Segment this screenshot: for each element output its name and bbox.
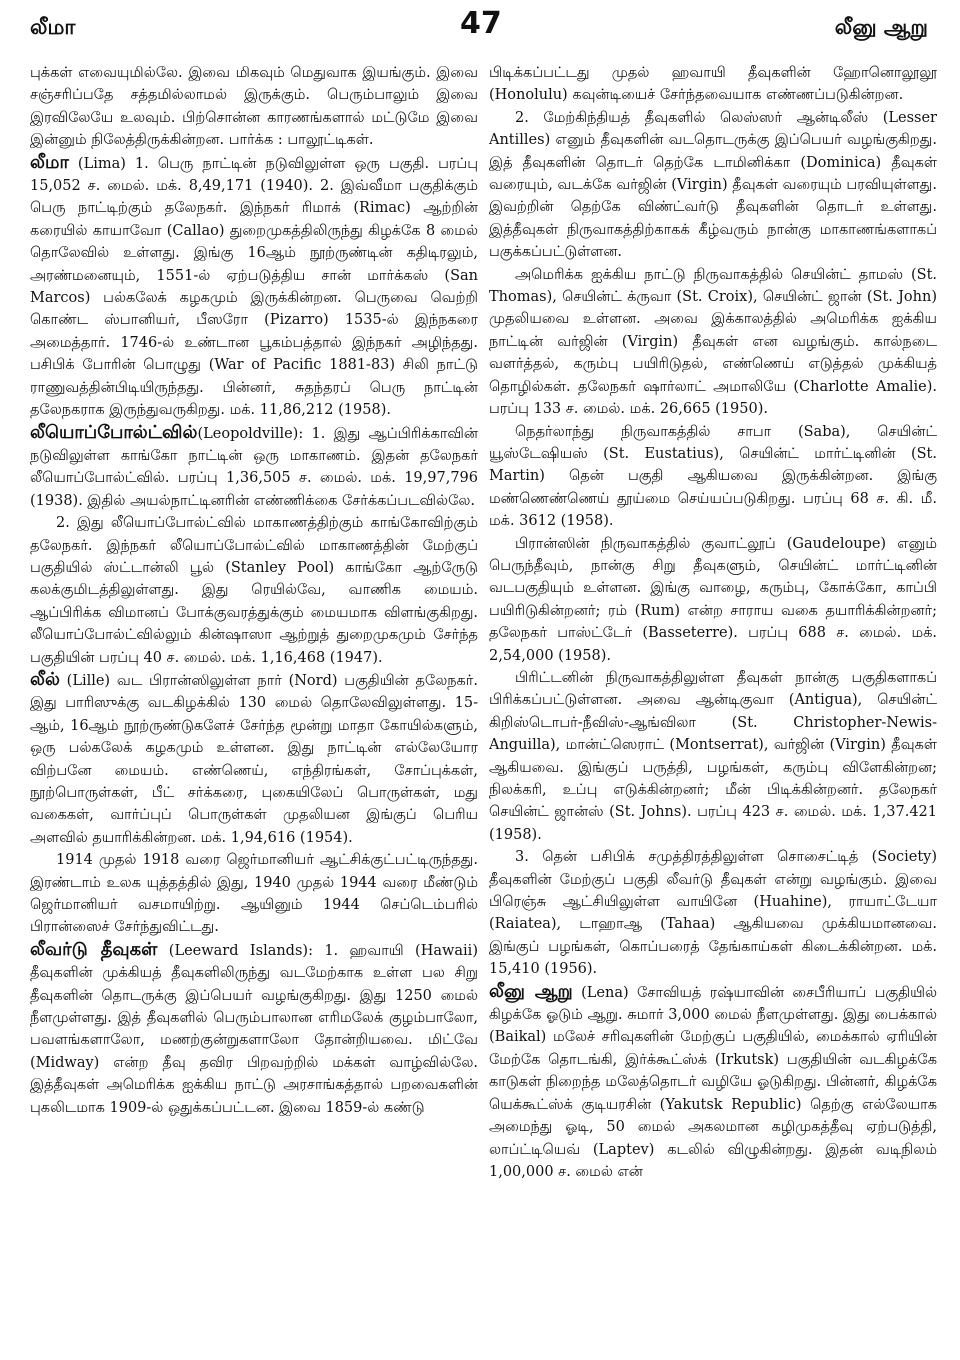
entry-leopoldville xyxy=(30,422,478,513)
paragraph: 1914 முதல் 1918 வரை ஜெர்மானியர் ஆட்சிக்குட்பட்டிருந்தது. இரண்டாம் உலக யுத்தத்தில் இது, 1940 முதல் 1944 வரை மீண்டும் ஜெர்மானியர் வசமாயிற்று. ஆயினும் 1944 செப்டெம்பரில் பிரான்ஸைச் சேர்ந்துவிட்டது. xyxy=(30,852,478,936)
entry-heading: லீல் xyxy=(30,668,60,690)
entry-leeward-islands xyxy=(30,939,478,1119)
entry-text: (Leopoldville): 1. இது ஆப்பிரிக்காவின் நடுவிலுள்ள காங்கோ நாட்டின் ஒரு மாகாணம். இதன் தலேநகர் லீயொப்போல்ட்வில். பரப்பு 1,36,505 ச. மைல். மக். 19,97,796 (1938). இதில் அயல்நாட்டினரின் எண்ணிக்கை சேர்க்கப்படவில்லே. xyxy=(30,425,478,509)
entry-heading: லீமா xyxy=(30,151,69,173)
entry-lima xyxy=(30,152,478,422)
guide-word-right: லீனு ஆறு xyxy=(834,14,928,39)
entry-heading: லீவர்டு தீவுகள் xyxy=(30,938,158,960)
paragraph: பிரிட்டனின் நிருவாகத்திலுள்ள தீவுகள் நான்கு பகுதிகளாகப் பிரிக்கப்பட்டுள்ளன. அவை ஆன்டிகுவா (Antigua), செயின்ட் கிறிஸ்டொபர்-நீவிஸ்-ஆங்விலா (St. Christopher-Newis-Anguilla), மான்ட்ஸெராட் (Montserrat), வர்ஜின் (Virgin) தீவுகள் ஆகியவை. இங்குப் பருத்தி, பழங்கள், கரும்பு விளேகின்றன; நிலக்கரி, உப்பு எடுக்கின்றனர்; மீன் பிடிக்கின்றனர். தலேநகர் செயின்ட் ஜான்ஸ் (St. Johns). பரப்பு 423 ச. மைல். மக். 1,37.421 (1958). xyxy=(489,669,937,843)
paragraph: அமெரிக்க ஐக்கிய நாட்டு நிருவாகத்தில் செயின்ட் தாமஸ் (St. Thomas), செயின்ட் க்ருவா (St. Croix), செயின்ட் ஜான் (St. John) முதலியவை உள்ளன. அவை இக்காலத்தில் அமெரிக்க ஐக்கிய நாட்டின் வர்ஜின் (Virgin) தீவுகள் என வழங்கும். கால்நடை வளர்த்தல், கரும்பு பயிரிடுதல், எண்ணெய் எடுத்தல் முக்கியத் தொழில்கள். தலேநகர் ஷார்லாட் அமாலியே (Charlotte Amalie). பரப்பு 133 ச. மைல். மக். 26,665 (1950). xyxy=(489,266,937,418)
entry-text: (Lille) வட பிரான்ஸிலுள்ள நார் (Nord) பகுதியின் தலேநகர். இது பாரிஸுக்கு வடகிழக்கில் 130 மைல் தொலேவிலுள்ளது. 15-ஆம், 16ஆம் நூற்ருண்டுகளேச் சேர்ந்த மூன்று மாதா கோயில்களும், ஒரு பல்கலேக் கழகமும் உள்ளன. இது நாட்டின் எல்லேயோர விற்பனே மையம். எண்ணெய், எந்திரங்கள், சோப்புக்கள், நூற்பொருள்கள், பீட் சர்க்கரை, புகையிலேப் பொருள்கள், மது வகைகள், வார்ப்புப் பொருள்கள் முதலியன இங்குப் பெரிய அளவில் தயாரிக்கின்றன. மக். 1,94,616 (1954). xyxy=(30,672,478,846)
paragraph: புக்கள் எவையுமில்லே. இவை மிகவும் மெதுவாக இயங்கும். இவை சஞ்சரிப்பதே சத்தமில்லாமல் இருக்கும். பெரும்பாலும் இவை இரவிலேயே உலவும். பிற்சொன்ன காரணங்களால் மட்டுமே இவை இன்னும் நிலேத்திருக்கின்றன. பார்க்க : பாலூட்டிகள். xyxy=(30,65,478,149)
page-number: 47 xyxy=(460,6,502,41)
entry-lille xyxy=(30,669,478,849)
paragraph: 2. மேற்கிந்தியத் தீவுகளில் லெஸ்ஸர் ஆன்டிலீஸ் (Lesser Antilles) எனும் தீவுகளின் வடதொடருக்கு இப்பெயர் வழங்குகிறது. இத் தீவுகளின் தொடர் தெற்கே டாமினிக்கா (Dominica) தீவுகள் வரையும், வடக்கே வர்ஜின் (Virgin) தீவுகள் வரையும் பரவியுள்ளது. இவற்றின் தெற்கே விண்ட்வர்டு தீவுகளின் தொடர் உள்ளது. இத்தீவுகள் நிருவாகத்திற்காகக் கீழ்வரும் நான்கு மாகாணங்களாகப் பகுக்கப்பட்டுள்ளன. xyxy=(489,109,937,261)
paragraph: பிரான்ஸின் நிருவாகத்தில் குவாட்லூப் (Gaudeloupe) எனும் பெருந்தீவும், நான்கு சிறு தீவுகளும், செயின்ட் மார்ட்டினின் வடபகுதியும் உள்ளன. இங்கு வாழை, கரும்பு, கோக்கோ, காப்பி பயிரிடுகின்றனர்; ரம் (Rum) என்ற சாராய வகை தயாரிக்கின்றனர்; தலேநகர் பாஸ்ட்டேர் (Basseterre). பரப்பு 688 ச. மைல். மக். 2,54,000 (1958). xyxy=(489,535,937,664)
entry-text: (Lima) 1. பெரு நாட்டின் நடுவிலுள்ள ஒரு பகுதி. பரப்பு 15,052 ச. மைல். மக். 8,49,171 (1940). 2. இவ்வீமா பகுதிக்கும் பெரு நாட்டிற்கும் தலேநகர். இந்நகர் ரிமாக் (Rimac) ஆற்றின் கரையில் காயாவோ (Callao) துறைமுகத்திலிருந்து கிழக்கே 8 மைல் தொலேவில் உள்ளது. இங்கு 16ஆம் நூற்ருண்டின் கதிடிரலும், அரண்மனையும், 1551-ல் ஏற்படுத்திய சான் மார்க்கஸ் (San Marcos) பல்கலேக் கழகமும் இருக்கின்றன. பெருவை வெற்றி கொண்ட ஸ்பானியர், பீஸரோ (Pizarro) 1535-ல் இந்நகரை அமைத்தார். 1746-ல் உண்டான பூகம்பத்தால் இந்நகர் அழிந்தது. பசிபிக் போரின் பொழுது (War of Pacific 1881-83) சிலி நாட்டு ராணுவத்தின்பிடியிருந்தது. பின்னர், சுதந்தரப் பெரு நாட்டின் தலேநகராக இருந்துவருகிறது. மக். 11,86,212 (1958). xyxy=(30,155,478,419)
right-column xyxy=(489,62,937,1352)
entry-text: (Leeward Islands): 1. ஹவாயி (Hawaii) தீவுகளின் முக்கியத் தீவுகளிலிருந்து வடமேற்காக உள்ள பல சிறு தீவுகளின் தொடருக்கு இப்பெயர் வழங்குகிறது. இது 1250 மைல் நீளமுள்ளது. இத் தீவுகளில் பெரும்பாலான எரிமலேக் குழம்பாலோ, பவளங்களாலோ, மணற்குன்றுகளாலோ தோன்றியவை. மிட்வே (Midway) என்ற தீவு தவிர பிறவற்றில் மக்கள் வாழ்வில்லே. இத்தீவுகள் அமெரிக்க ஐக்கிய நாட்டு அரசாங்கத்தால் பறவைகளின் புகலிடமாக 1909-ல் ஒதுக்கப்பட்டன. இவை 1859-ல் கண்டு xyxy=(30,942,478,1116)
entry-lena-river xyxy=(489,981,937,1184)
paragraph: பிடிக்கப்பட்டது முதல் ஹவாயி தீவுகளின் ஹோனொலூலூ (Honolulu) கவுன்டியைச் சேர்ந்தவையாக எண்ணப்படுகின்றன. xyxy=(489,65,937,104)
paragraph: நெதர்லாந்து நிருவாகத்தில் சாபா (Saba), செயின்ட் யூஸ்டேஷியஸ் (St. Eustatius), செயின்ட் மார்ட்டினின் (St. Martin) தென் பகுதி ஆகியவை இருக்கின்றன. இங்கு மண்ணெண்ணெய் தூய்மை செய்யப்படுகிறது. பரப்பு 68 ச. கி. மீ. மக். 3612 (1958). xyxy=(489,423,937,530)
left-column xyxy=(30,62,478,1352)
paragraph: 2. இது லீயொப்போல்ட்வில் மாகாணத்திற்கும் காங்கோவிற்கும் தலேநகர். இந்நகர் லீயொப்போல்ட்வில் மாகாணத்தின் மேற்குப் பகுதியில் ஸ்ட்டான்லி பூல் (Stanley Pool) காங்கோ ஆற்ருேடு கலக்குமிடத்திலுள்ளது. இது ரெயில்வே, வாணிக மையம். ஆப்பிரிக்க விமானப் போக்குவரத்துக்கும் மையமாக விளங்குகிறது. லீயொப்போல்ட்வில்லும் கின்ஷாஸா ஆற்றுத் துறைமுகமும் சேர்ந்த பகுதியின் பரப்பு 40 ச. மைல். மக். 1,16,468 (1947). xyxy=(30,515,478,666)
guide-word-left: லீமா xyxy=(30,14,76,39)
paragraph: 3. தென் பசிபிக் சமுத்திரத்திலுள்ள சொசைட்டித் (Society) தீவுகளின் மேற்குப் பகுதி லீவர்டு தீவுகள் என்று வழங்கும். இவை பிரெஞ்சு ஆட்சியிலுள்ள வாயினே (Huahine), ராயாட்டேயா (Raiatea), டாஹாஆ (Tahaa) ஆகியவை முக்கியமானவை. இங்குப் பழங்கள், கொப்பரைத் தேங்காய்கள் கிடைக்கின்றன. மக். 15,410 (1956). xyxy=(489,849,937,978)
page-header xyxy=(0,0,960,50)
entry-heading: லீனு ஆறு xyxy=(489,980,573,1002)
entry-heading: லீயொப்போல்ட்வில் xyxy=(30,421,198,443)
entry-text: (Lena) சோவியத் ரஷ்யாவின் சைபீரியாப் பகுதியில் கிழக்கே ஓடும் ஆறு. சுமார் 3,000 மைல் நீளமுள்ளது. இது பைக்கால் (Baikal) மலேச் சரிவுகளின் மேற்குப் பகுதியில், மைக்கால் ஏரியின் மேற்கே தொடங்கி, இர்க்கூட்ஸ்க் (Irkutsk) பகுதியின் வடகிழக்கே காடுகள் நிறைந்த மலேத்தொடர் வழியே ஓடுகிறது. பின்னர், கிழக்கே யெக்கூட்ஸ்க் குடியரசின் (Yakutsk Republic) தெற்கு எல்லேயாக அமைந்து ஓடி, 50 மைல் அகலமான கழிமுகத்தீவு ஏற்படுத்தி, லாப்ட்டியெவ் (Laptev) கடலில் விழுகின்றது. இதன் வடிநிலம் 1,00,000 ச. மைல் என் xyxy=(489,984,937,1180)
